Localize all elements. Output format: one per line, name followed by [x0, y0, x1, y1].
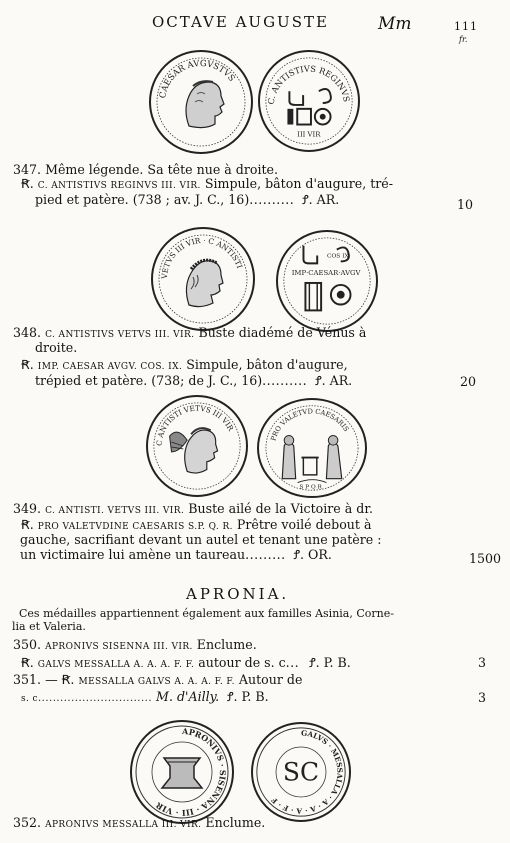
entry-351-line1 — [13, 672, 302, 690]
coin-legend-text: PRO VALETVD CAESARIS — [269, 407, 351, 442]
rarity-metal: Ꝭ. OR. — [293, 547, 332, 562]
reverse-legend: MESSALLA GALVS A. A. A. F. F. — [78, 677, 235, 687]
entry-number: 347. — [13, 162, 42, 177]
section-title: APRONIA. — [186, 585, 290, 603]
entry-350-line1 — [13, 637, 257, 655]
page-title: OCTAVE AUGUSTE — [152, 13, 329, 31]
coin-legend-text: SC — [282, 757, 320, 787]
reverse-description: autour de s. c — [198, 655, 286, 670]
collector-name: M. d'Ailly. — [156, 689, 220, 704]
coin-349-reverse — [257, 398, 367, 498]
venus-bust-illustration — [153, 229, 253, 329]
coin-legend-text: CAESAR AVGVSTVS — [158, 58, 237, 100]
entry-347-line1 — [13, 162, 278, 177]
currency-unit-label: fr. — [459, 35, 468, 44]
reverse-legend: C. ANTISTIVS REGINVS III. VIR. — [37, 181, 201, 191]
ditto-dash: — — [45, 672, 58, 687]
obverse-legend: C. ANTISTI. VETVS III. VIR. — [45, 506, 185, 516]
handwritten-annotation: Mm — [378, 14, 412, 34]
entry-number: 350. — [13, 637, 42, 652]
reverse-mark: Ꞧ. — [61, 672, 75, 687]
reverse-mark: Ꞧ. — [21, 517, 34, 532]
coin-legend-text: III VIR — [297, 130, 321, 139]
coin-348-reverse — [276, 230, 378, 332]
entry-352-line1 — [13, 815, 265, 833]
entry-description: Buste ailé de la Victoire à dr. — [188, 501, 373, 516]
entry-description: Même légende. Sa tête nue à droite. — [45, 162, 279, 177]
coin-legend-text: C ANTISTI VETVS III VIR — [154, 403, 236, 447]
entry-347-price: 10 — [456, 197, 473, 212]
rarity-metal: Ꝭ. P. B. — [227, 689, 269, 704]
entry-description: Buste diadémé de Vénus à — [198, 325, 367, 340]
coin-347-reverse — [258, 50, 360, 152]
entry-number: 348. — [13, 325, 42, 340]
coin-348-obverse — [151, 227, 255, 331]
reverse-mark: Ꞧ. — [21, 357, 34, 372]
sc-legend-illustration — [253, 724, 349, 820]
svg-text:PRO VALETVD CAESARIS — [269, 407, 350, 441]
winged-victory-bust-illustration — [148, 397, 246, 495]
entry-349-price: 1500 — [468, 551, 501, 566]
augustus-head-illustration — [151, 52, 251, 152]
obverse-legend: APRONIVS SISENNA III. VIR. — [45, 642, 193, 652]
entry-348-line1b: droite. — [35, 340, 78, 355]
leader-dots: ... — [285, 655, 300, 670]
reverse-mark: Ꞧ. — [21, 655, 34, 670]
reverse-legend: PRO VALETVDINE CAESARIS S.P. Q. R. — [37, 522, 233, 532]
coin-352-obverse — [130, 720, 234, 824]
coin-legend-text: APRONIVS · SISENNA · III · VIR — [153, 725, 228, 819]
reverse-legend: IMP. CAESAR AVGV. COS. IX. — [37, 362, 183, 372]
simpulum-lituus-tripod-patera-illustration — [260, 52, 358, 150]
entry-description: Enclume. — [196, 637, 257, 652]
coin-legend-text: S P Q R — [299, 484, 322, 491]
simpulum-tripod-patera-illustration — [278, 232, 376, 330]
leader-dots: ......... — [245, 547, 286, 562]
reverse-legend: GALVS MESSALLA A. A. A. F. F. — [37, 660, 195, 670]
entry-347-line3 — [35, 192, 339, 207]
leader-dots: ............................... — [37, 693, 153, 704]
coin-347-obverse — [149, 50, 253, 154]
leader-dots: .......... — [262, 373, 308, 388]
entry-350-line2 — [21, 655, 351, 673]
reverse-description: Simpule, bâton d'augure, tré- — [204, 176, 394, 191]
entry-number: 352. — [13, 815, 42, 830]
entry-349-line3: gauche, sacrifiant devant un autel et tenant une patère : — [20, 532, 382, 547]
section-note-line1: Ces médailles appartiennent également aux familles Asinia, Corne- — [19, 607, 394, 620]
entry-date: trépied et patère. (738; de J. C., 16) — [35, 373, 263, 388]
reverse-legend: s. c — [21, 694, 38, 704]
coin-legend-text: VETVS III VIR · C ANTISTI — [159, 235, 245, 280]
coin-legend-text: GALVS · MESSALLA · A · A · A · F · F — [269, 728, 345, 816]
coin-legend-text: COS IX — [327, 253, 349, 260]
reverse-description: Prêtre voilé debout à — [236, 517, 372, 532]
entry-348-line3 — [35, 373, 352, 388]
anvil-illustration — [132, 722, 232, 822]
entry-351-price: 3 — [477, 690, 486, 705]
reverse-description: Simpule, bâton d'augure, — [186, 357, 348, 372]
rarity-metal: Ꝭ. P. B. — [309, 655, 351, 670]
coin-legend-text: C. ANTISTIVS REGINVS — [265, 63, 352, 105]
entry-349-line4 — [20, 547, 332, 562]
obverse-legend: C. ANTISTIVS VETVS III. VIR. — [45, 330, 195, 340]
reverse-description: Autour de — [238, 672, 303, 687]
rarity-metal: Ꝭ. AR. — [315, 373, 353, 388]
section-note-line2: lia et Valeria. — [12, 620, 86, 633]
rarity-metal: Ꝭ. AR. — [302, 192, 340, 207]
entry-351-line2 — [21, 689, 269, 707]
entry-description: un victimaire lui amène un taureau — [20, 547, 246, 562]
entry-348-price: 20 — [459, 374, 476, 389]
entry-number: 351. — [13, 672, 42, 687]
entry-date: pied et patère. (738 ; av. J. C., 16) — [35, 192, 250, 207]
leader-dots: .......... — [249, 192, 295, 207]
reverse-mark: Ꞧ. — [21, 176, 34, 191]
entry-description: Enclume. — [205, 815, 266, 830]
obverse-legend: APRONIVS MESSALLA III. VIR. — [45, 820, 202, 830]
coin-legend-text: IMP·CAESAR·AVGV — [291, 269, 361, 278]
sacrifice-scene-illustration — [259, 400, 365, 496]
entry-350-price: 3 — [477, 655, 486, 670]
page-number: 111 — [454, 20, 478, 33]
entry-number: 349. — [13, 501, 42, 516]
coin-349-obverse — [146, 395, 248, 497]
coin-352-reverse — [251, 722, 351, 822]
